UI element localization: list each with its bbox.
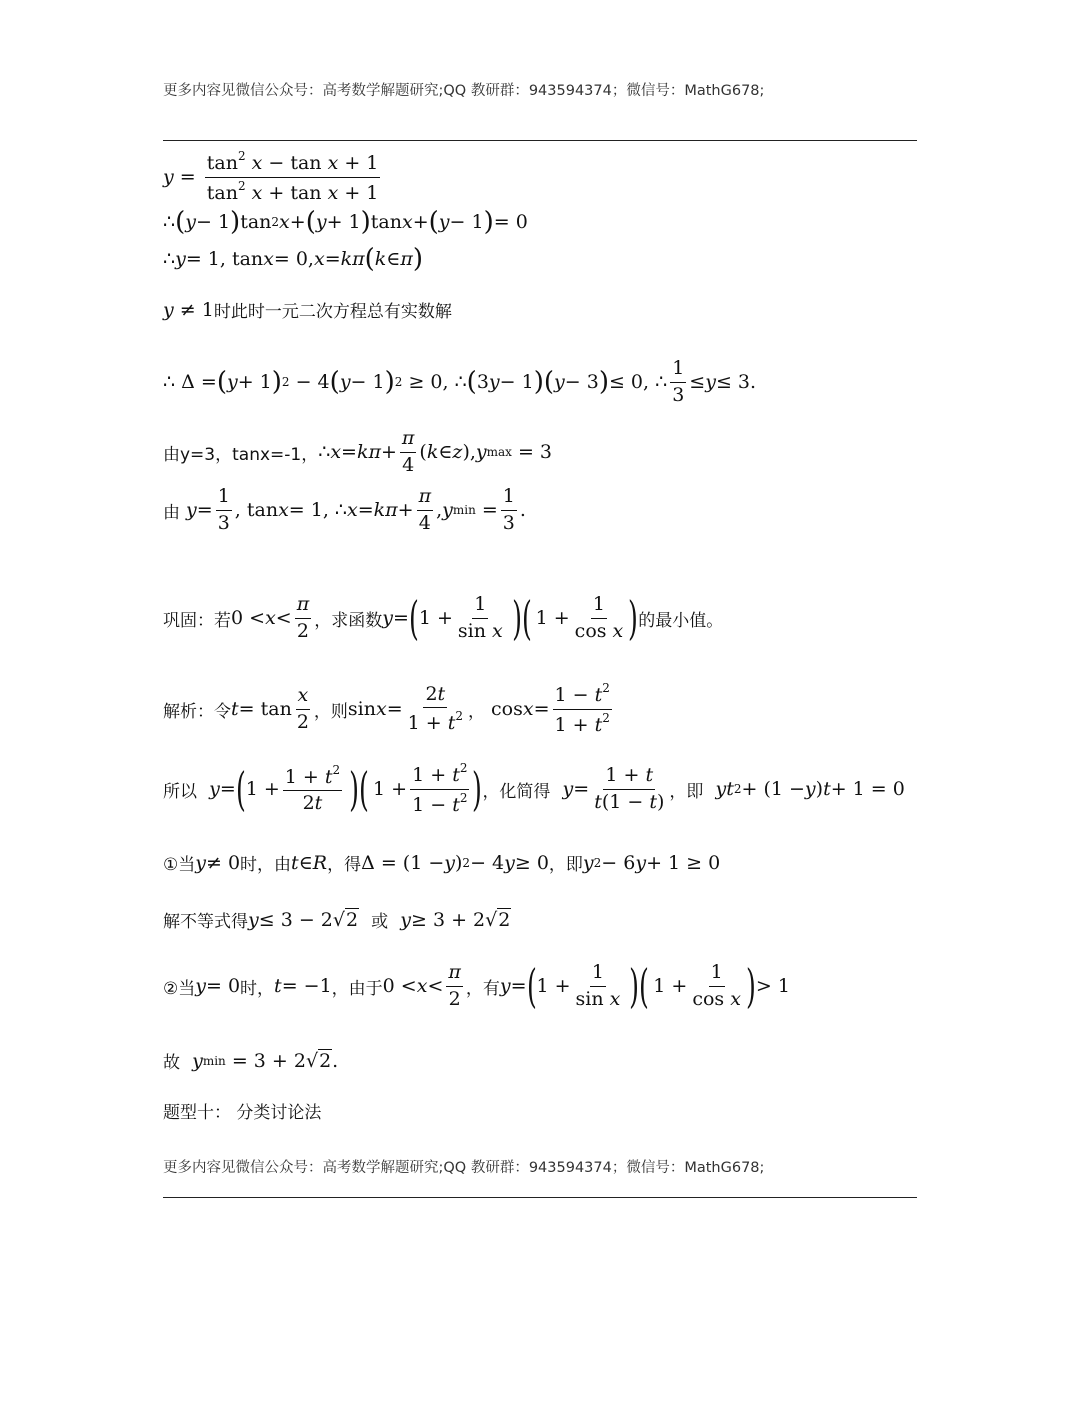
eq-y-tan-fraction: y = $\frac{\tan^2 x - \tan x + 1}{\tan^2 x + \tan x + 1}$ bbox=[163, 149, 379, 204]
line-y-min: 由 y = $\frac{1}{3}$ , tan x = 1, ∴ x = kπ + $\frac{\pi}{4}$ , y min = $\frac{1}{3}$ . bbox=[163, 485, 526, 534]
eq-discriminant: ∴ Δ = ( y + 1 ) 2 − 4 ( y − 1 ) 2 ≥ 0, ∴ ( 3 y − 1 )( y − 3 ) ≤ 0, ∴ $\frac{1}{3}$ ≤ y ≤ 3. bbox=[163, 357, 757, 406]
page-footer: 更多内容见微信公众号：高考数学解题研究;QQ 教研群：943594374；微信号：MathG678; bbox=[163, 1160, 765, 1176]
line-y-ne-1: y ≠ 1 时此时一元二次方程总有实数解 bbox=[163, 298, 452, 322]
header-rule bbox=[163, 140, 917, 141]
consolidate-problem: 巩固：若 0 < x < $\frac{\pi}{2}$ ，求函数 y = ( 1 + $\frac{1}{\text{sin x}}$ )( 1 + $\frac{1}{\text{cos x}}$ ) 的最小值。 bbox=[163, 591, 724, 646]
case-1: ①当 y ≠ 0 时，由 t ∈ R ，得 Δ = (1 − y ) 2 − 4 y ≥ 0 ，即 y 2 − 6 y + 1 ≥ 0 bbox=[163, 851, 721, 875]
eq-y-equals-1: ∴ y = 1, tan x = 0, x = kπ ( k ∈ π ) bbox=[163, 244, 424, 274]
analysis-substitution: 解析：令 t = tan $\frac{x}{2}$ ，则 sin x = $\frac{2t}{1 + t^2}$ ， cos x = $\frac{1 - t^2}{1 + t^2}$ bbox=[163, 681, 610, 736]
solve-inequality: 解不等式得 y ≤ 3 − 2√ 2 或 y ≥ 3 + 2√ 2 bbox=[163, 908, 511, 932]
footer-rule bbox=[163, 1197, 917, 1198]
conclusion: 故 y min = 3 + 2√ 2 . bbox=[163, 1049, 339, 1073]
eq-quadratic-in-tan: ∴ ( y − 1 ) tan 2 x + ( y + 1 ) tan x + ( y − 1 ) = 0 bbox=[163, 207, 528, 237]
analysis-simplify: 所以 y = ( 1 + $\frac{1 + t^2}{2t}$ )( 1 + $\frac{1 + t^2}{1 - t^2}$ ) ，化简得 y = $\frac{1 + t}{t(1 - t)}$ ，即 yt 2 + (1 − y ) t + 1 = 0 bbox=[163, 761, 905, 817]
page-header: 更多内容见微信公众号：高考数学解题研究;QQ 教研群：943594374；微信号：MathG678; bbox=[163, 83, 765, 99]
section-heading-type10: 题型十： 分类讨论法 bbox=[163, 1103, 322, 1123]
line-y-max: 由 y=3，tanx=-1， ∴ x = kπ + $\frac{\pi}{4}$ ( k ∈ z ), y max = 3 bbox=[163, 427, 553, 476]
case-2: ②当 y = 0 时， t = −1 ，由于 0 < x < $\frac{\pi}{2}$ ，有 y = ( 1 + $\frac{1}{\text{sin x}}$ )( 1 + $\frac{1}{\text{cos x}}$ ) > 1 bbox=[163, 959, 790, 1014]
